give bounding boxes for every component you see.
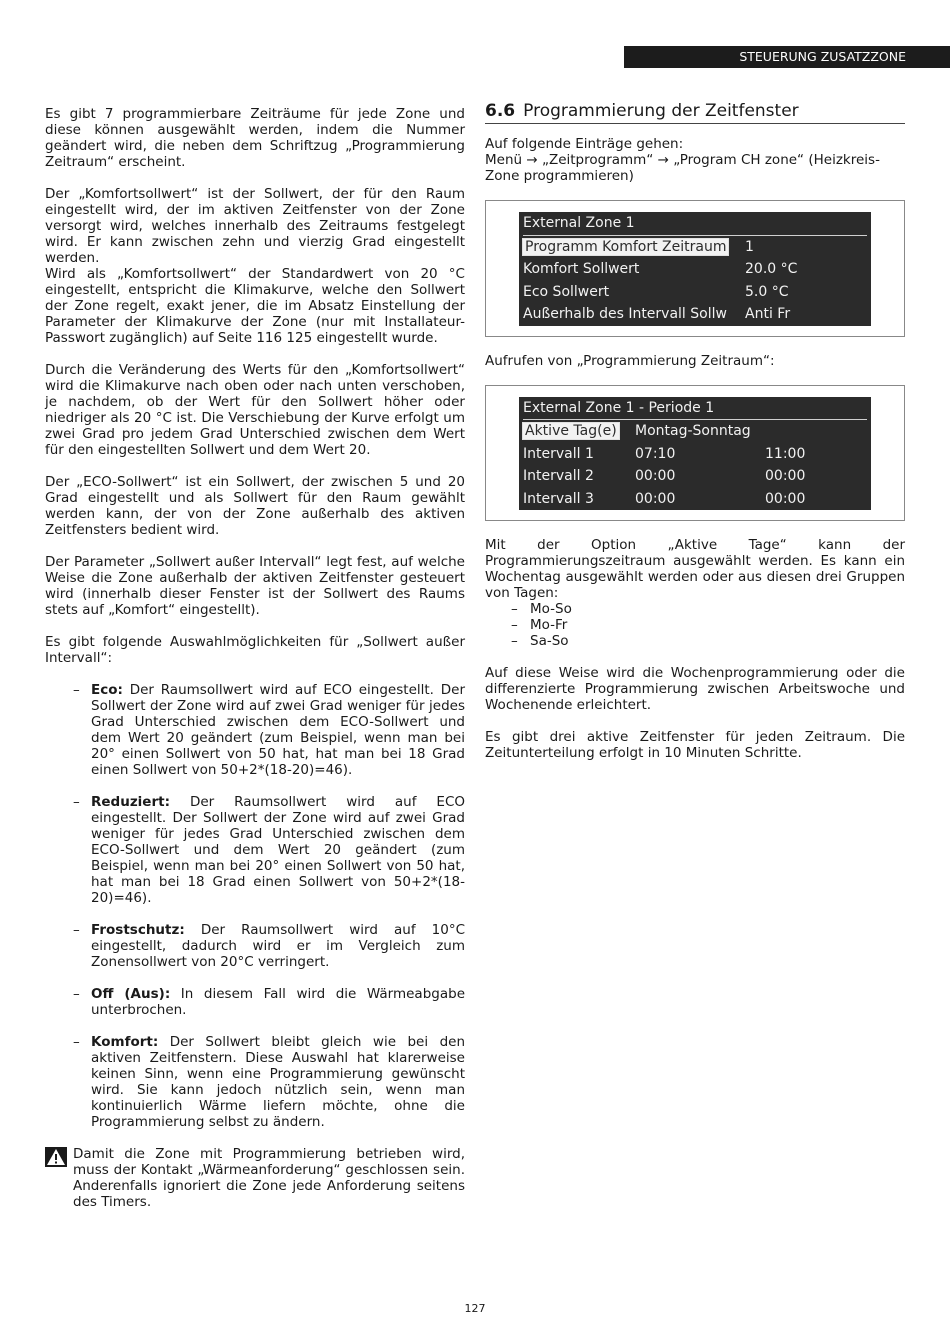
option-label: Eco: (91, 682, 123, 698)
display-row (523, 281, 867, 304)
list-item-text: Mo-So (530, 601, 572, 617)
paragraph-eco: Der „ECO-Sollwert“ ist ein Sollwert, der zwischen 5 und 20 Grad eingestellt und als Sollwert für den Raum gewählt werden kann, der von der Zone außerhalb des aktiven Zeitfensters bedient wird. (45, 474, 465, 538)
dash-marker: – (511, 601, 518, 617)
display-label: Intervall 1 (523, 445, 594, 462)
option-label: Komfort: (91, 1034, 159, 1050)
warning-note (45, 1146, 465, 1210)
display-row (523, 488, 867, 511)
option-text: Der Raumsollwert wird auf 10°C eingestellt, dadurch wird er im Vergleich zum Zonensollwert von 20°C verringert. (91, 922, 465, 970)
option-off (45, 986, 465, 1018)
dash-marker: – (73, 682, 80, 698)
option-text: In diesem Fall wird die Wärmeabgabe unterbrochen. (91, 986, 465, 1018)
display-panel (519, 212, 871, 326)
display-row (523, 420, 867, 443)
dash-marker: – (73, 1034, 80, 1050)
display-value: 1 (745, 238, 754, 255)
selected-item: Aktive Tag(e) (525, 423, 617, 439)
option-text: Der Raumsollwert wird auf ECO eingestellt. Der Sollwert der Zone wird auf zwei Grad weniger für jedes Grad Unterschied zwischen dem ECO-Sollwert und dem Wert 20 geändert (zum Beispiel, wenn man bei 20° einen Sollwert von 50 hat, hat man bei 18 Grad einen Sollwert von 50+2*(18-20)=46). (91, 682, 465, 778)
option-text: Der Raumsollwert wird auf ECO eingestellt. Der Sollwert der Zone wird auf zwei Grad weniger für jedes Grad Unterschied zwischen dem ECO-Sollwert und dem Wert 20 geändert (zum Beispiel, wenn man bei 20° einen Sollwert von 50 hat, hat man bei 18 Grad einen Sollwert von 50+2*(18-20)=46). (91, 794, 465, 906)
paragraph-week: Auf diese Weise wird die Wochenprogrammierung oder die differenzierte Programmierung zwischen Arbeitswoche und Wochenende erleichtert. (485, 665, 905, 713)
call-text: Aufrufen von „Programmierung Zeitraum“: (485, 352, 775, 369)
display-value-from: 07:10 (635, 445, 676, 462)
list-item (485, 617, 905, 633)
display-screen-period (485, 385, 905, 522)
option-label: Frostschutz: (91, 922, 185, 938)
list-item-text: Mo-Fr (530, 617, 568, 633)
page-number: 127 (464, 1302, 486, 1315)
day-groups-list (485, 601, 905, 649)
warning-icon (45, 1147, 67, 1167)
paragraph-active-days: Mit der Option „Aktive Tage“ kann der Programmierungszeitraum ausgewählt werden. Es kann ein Wochentag ausgewählt werden oder aus diesen drei Gruppen von Tagen: (485, 537, 905, 601)
display-label: Intervall 3 (523, 490, 594, 507)
display-label (523, 236, 745, 259)
option-frostschutz (45, 922, 465, 970)
list-item-text: Sa-So (530, 633, 569, 649)
option-text: Der Sollwert bleibt gleich wie bei den aktiven Zeitfenstern. Diese Auswahl hat klarerweise keinen Sinn, wenn eine Programmierung gewünscht wird. Sie kann jedoch nützlich sein, wenn man kontinuierlich Wärme liefern möchte, ohne die Programmierung selbst zu ändern. (91, 1034, 465, 1130)
section-title: Programmierung der Zeitfenster (523, 101, 799, 121)
display-value: Anti Fr (745, 306, 791, 322)
paragraph-komfort-default: Wird als „Komfortsollwert“ der Standardwert von 20 °C eingestellt, entspricht die Klimakurve, welche den Sollwert der Zone regelt, exakt jener, die im Absatz Einstellung der Parameter der Klimakurve der Zone (nur mit Installateur-Passwort zugänglich) auf Seite 116 125 eingestellt wurde. (45, 266, 465, 346)
display-row (523, 303, 867, 326)
display-value: 5.0 °C (745, 283, 789, 300)
option-eco (45, 682, 465, 778)
display-row (523, 236, 867, 259)
option-label: Off (Aus): (91, 986, 171, 1002)
dash-marker: – (511, 617, 518, 633)
section-heading (485, 100, 905, 124)
display-title: External Zone 1 - Periode 1 (523, 397, 867, 421)
section-number: 6.6 (485, 101, 516, 121)
intro-text: Auf folgende Einträge gehen: (485, 136, 684, 152)
display-label (523, 420, 635, 443)
warning-text: Damit die Zone mit Programmierung betrieben wird, muss der Kontakt „Wärmeanforderung“ geschlossen sein. Anderenfalls ignoriert die Zone jede Anforderung seitens des Timers. (73, 1146, 465, 1210)
display-panel (519, 397, 871, 511)
display-value: 20.0 °C (745, 261, 798, 277)
paragraph-windows: Es gibt drei aktive Zeitfenster für jeden Zeitraum. Die Zeitunterteilung erfolgt in 10 Minuten Schritte. (485, 729, 905, 761)
display-label: Komfort Sollwert (523, 261, 640, 277)
paragraph-options-intro: Es gibt folgende Auswahlmöglichkeiten für „Sollwert außer Intervall“: (45, 634, 465, 666)
paragraph-out-of-interval: Der Parameter „Sollwert außer Intervall“ legt fest, auf welche Weise die Zone außerhalb der aktiven Zeitfenster gesteuert wird (innerhalb dieser Fenster ist der Sollwert des Raums stets auf „Komfort“ eingestellt). (45, 554, 465, 618)
menu-path: Menü → „Zeitprogramm“ → „Program CH zone“ (Heizkreis-Zone programmieren) (485, 152, 880, 184)
display-value-from: 00:00 (635, 468, 676, 484)
dash-marker: – (73, 986, 80, 1002)
list-item (485, 601, 905, 617)
paragraph-shift: Durch die Veränderung des Werts für den „Komfortsollwert“ wird die Klimakurve nach oben oder nach unten verschoben, je nachdem, ob der Wert für den Sollwert höher oder niedriger als 20 °C ist. Die Verschiebung der Kurve erfolgt um zwei Grad pro jedem Grad Unterschied zwischen dem Wert für den eingestellten Sollwert und dem Wert 20. (45, 362, 465, 458)
list-item (485, 633, 905, 649)
option-reduziert (45, 794, 465, 906)
left-column (45, 106, 465, 1210)
display-label: Eco Sollwert (523, 283, 610, 300)
dash-marker: – (73, 794, 80, 810)
paragraph-periods: Es gibt 7 programmierbare Zeiträume für jede Zone und diese können ausgewählt werden, indem die Nummer geändert wird, die neben dem Schriftzug „Programmierung Zeitraum“ erscheint. (45, 106, 465, 170)
display-value-to: 00:00 (765, 468, 806, 484)
option-komfort (45, 1034, 465, 1130)
right-column (485, 100, 905, 777)
section-header: STEUERUNG ZUSATZZONE (624, 46, 950, 68)
display-row (523, 443, 867, 466)
display-value-to: 11:00 (765, 445, 806, 462)
display-row (523, 258, 867, 281)
display-value-from: 00:00 (635, 490, 676, 507)
display-row (523, 465, 867, 488)
display-value-to: 00:00 (765, 490, 806, 507)
display-label: Intervall 2 (523, 468, 594, 484)
dash-marker: – (511, 633, 518, 649)
selected-item: Programm Komfort Zeitraum (525, 238, 727, 255)
dash-marker: – (73, 922, 80, 938)
option-label: Reduziert: (91, 794, 170, 810)
display-screen-zone (485, 200, 905, 337)
display-value: Montag-Sonntag (635, 423, 751, 439)
paragraph-komfort: Der „Komfortsollwert“ ist der Sollwert, der für den Raum eingestellt wird, der im aktiven Zeitfenster von der Zone versorgt wird, welches innerhalb des Zeitraums festgelegt wird. Er kann zwischen zehn und vierzig Grad eingestellt werden. (45, 186, 465, 266)
display-title: External Zone 1 (523, 212, 867, 236)
display-label: Außerhalb des Intervall Sollw (523, 306, 727, 322)
